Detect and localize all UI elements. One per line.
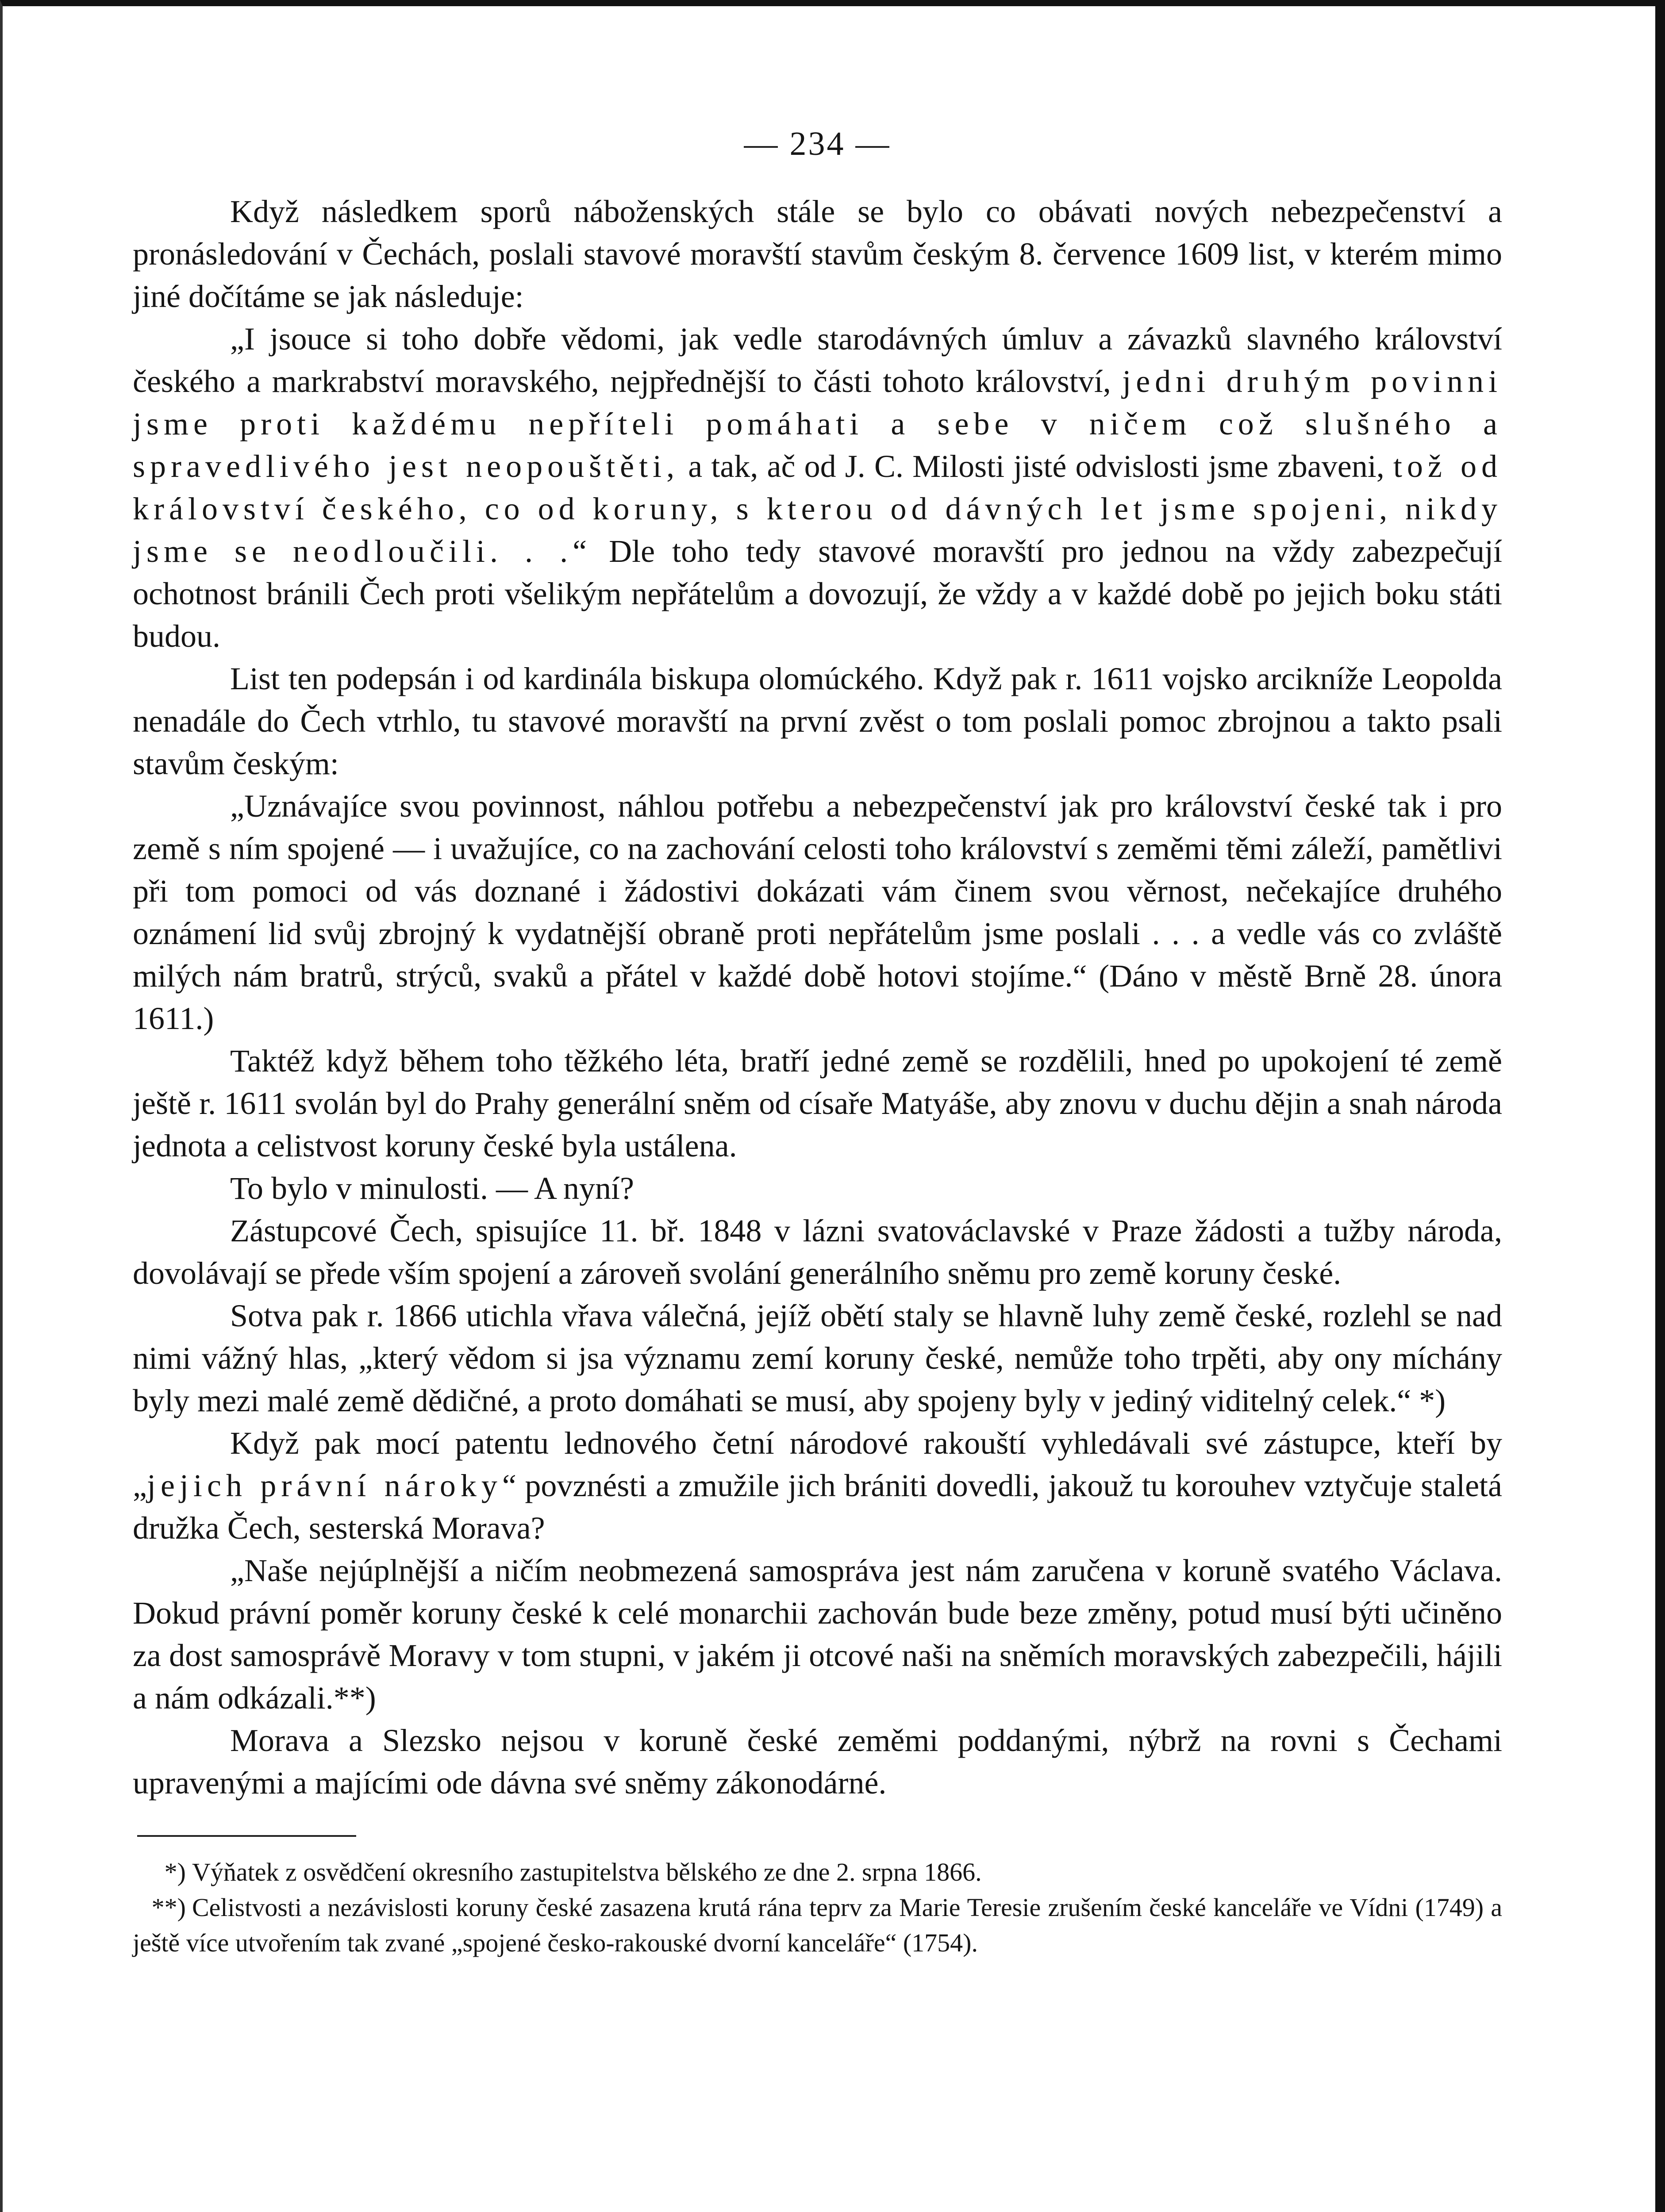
footnote-mark: *): [164, 1858, 186, 1886]
paragraph-3: List ten podepsán i od kardinála biskupa olomúckého. Když pak r. 1611 vojsko arcikníže Leopolda nenadále do Čech vtrhlo, tu stavové moravští na první zvěst o tom poslali pomoc zbrojnou a takto psali stavům českým:: [133, 661, 1502, 781]
footnote-2: **) Celistvosti a nezávislosti koruny české zasazena krutá rána teprv za Marie Teresie zrušením české kanceláře ve Vídni (1749) a ještě více utvořením tak zvané „spojené česko-rakouské dvorní kanceláře“ (1754).: [133, 1890, 1502, 1961]
paragraph-4-quote-1611: „Uznávajíce svou povinnost, náhlou potřebu a nebezpečenství jak pro království české tak i pro země s ním spojené — i uvažujíce, co na zachování celosti toho království s zeměmi těmi záleží, pamětlivi při tom pomoci od vás doznané i žádostivi dokázati vám činem svou věrnost, nečekajíce druhého oznámení lid svůj zbrojný k vydatnější obraně proti nepřátelům jsme poslali . . . a vedle vás co zvláště milých nám bratrů, strýců, svaků a přátel v každé době hotovi stojíme.“ (Dáno v městě Brně 28. února 1611.): [133, 788, 1502, 1036]
paragraph-6: To bylo v minulosti. — A nyní?: [230, 1171, 634, 1206]
spaced-emphasis: tož od království českého, co od koruny, s kterou od dávných let jsme spojeni, nikdy jsme se neodloučili. . .“: [133, 449, 1503, 569]
footnote-1: *) Výňatek z osvědčení okresního zastupitelstva bělského ze dne 2. srpna 1866.: [133, 1855, 1502, 1890]
document-page: [133, 119, 1502, 1961]
paragraph-2-quote-1609: „I jsouce si toho dobře vědomi, jak vedle starodávných úmluv a závazků slavného království českého a markrabství moravského, nejpřednější to části tohoto království, jedni druhým povinni jsme proti každému nepříteli pomáhati a sebe v ničem což slušného a spravedlivého jest neopouštěti, a tak, ač od J. C. Milosti jisté odvislosti jsme zbaveni, tož od království českého, co od koruny, s kterou od dávných let jsme spojeni, nikdy jsme se neodloučili. . .“ Dle toho tedy stavové moravští pro jednou na vždy zabezpečují ochotnost bránili Čech proti všelikým nepřátelům a dovozují, že vždy a v každé době po jejich boku státi budou.: [133, 321, 1503, 654]
paragraph-8: Sotva pak r. 1866 utichla vřava válečná, jejíž obětí staly se hlavně luhy země české, rozlehl se nad nimi vážný hlas, „který vědom si jsa významu zemí koruny české, nemůže toho trpěti, aby ony míchány byly mezi malé země dědičné, a proto domáhati se musí, aby spojeny byly v jediný viditelný celek.“ *): [133, 1298, 1502, 1418]
paragraph-5: Taktéž když během toho těžkého léta, bratří jedné země se rozdělili, hned po upokojení té země ještě r. 1611 svolán byl do Prahy generální sněm od císaře Matyáše, aby znovu v duchu dějin a snah národa jednota a celistvost koruny české byla ustálena.: [133, 1043, 1502, 1164]
paragraph-10-quote: „Naše nejúplnější a ničím neobmezená samospráva jest nám zaručena v koruně svatého Václava. Dokud právní poměr koruny české k celé monarchii zachován bude beze změny, potud musí býti učiněno za dost samosprávě Moravy v tom stupni, v jakém ji otcové naši na sněmích moravských zabezpečili, hájili a nám odkázali.**): [133, 1553, 1502, 1716]
footnote-mark: **): [151, 1893, 186, 1922]
paragraph-11: Morava a Slezsko nejsou v koruně české zeměmi poddanými, nýbrž na rovni s Čechami upravenými a majícími ode dávna své sněmy zákonodárné.: [133, 1723, 1502, 1801]
page-number: — 234 —: [744, 125, 891, 162]
paragraph-7: Zástupcové Čech, spisujíce 11. bř. 1848 v lázni svatováclavské v Praze žádosti a tužby národa, dovolávají se předе vším spojení a zároveň svolání generálního sněmu pro země koruny české.: [133, 1213, 1502, 1291]
paragraph-9: Když pak mocí patentu lednového četní národové rakouští vyhledávali své zástupce, kteří by „jejich právní nároky“ povznésti a zmužile jich brániti dovedli, jakouž tu korouhev vztyčuje staletá družka Čech, sesterská Morava?: [133, 1425, 1503, 1546]
paragraph-1: Když následkem sporů náboženských stále se bylo co obávati nových nebezpečenství a pronásledování v Čechách, poslali stavové moravští stavům českým 8. července 1609 list, v kterém mimo jiné dočítáme se jak následuje:: [133, 194, 1502, 314]
spaced-emphasis: jedni druhým povinni jsme proti každému nepříteli pomáhati a sebe v ničem což slušného a spravedlivého jest neopouštěti,: [133, 364, 1503, 484]
footnotes: [133, 1835, 1502, 1961]
footnote-divider: [137, 1835, 356, 1837]
spaced-emphasis: jejich právní nároky: [146, 1468, 502, 1503]
